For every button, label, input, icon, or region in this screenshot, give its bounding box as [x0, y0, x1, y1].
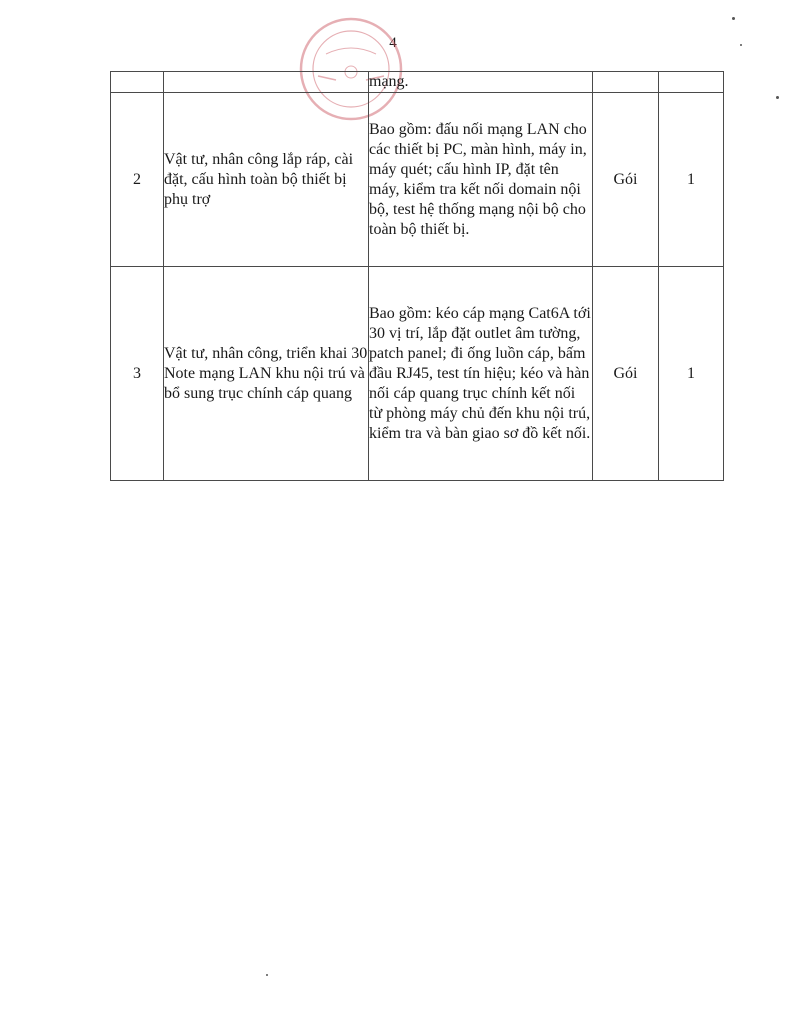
row-quantity: 1: [659, 267, 724, 481]
row-unit: Gói: [593, 93, 659, 267]
scan-speck: [740, 44, 742, 46]
page-number: 4: [389, 35, 397, 51]
row-unit: [593, 72, 659, 93]
row-unit: Gói: [593, 267, 659, 481]
scan-speck: [732, 17, 735, 20]
items-table: [110, 71, 724, 481]
row-stt: 2: [111, 93, 164, 267]
row-stt: [111, 72, 164, 93]
table-row: [111, 72, 724, 93]
table-row: [111, 93, 724, 267]
scan-speck: [266, 974, 268, 976]
row-description: Bao gồm: kéo cáp mạng Cat6A tới 30 vị trí, lắp đặt outlet âm tường, patch panel; đi ống luồn cáp, bấm đầu RJ45, test tín hiệu; kéo và hàn nối cáp quang trục chính kết nối từ phòng máy chủ đến khu nội trú, kiểm tra và bàn giao sơ đồ kết nối.: [369, 267, 593, 481]
row-description: mạng.: [369, 72, 593, 93]
row-stt: 3: [111, 267, 164, 481]
row-quantity: [659, 72, 724, 93]
row-quantity: 1: [659, 93, 724, 267]
row-item-name: [164, 72, 369, 93]
row-item-name: Vật tư, nhân công, triển khai 30 Note mạng LAN khu nội trú và bổ sung trục chính cáp quang: [164, 267, 369, 481]
table-row: [111, 267, 724, 481]
row-item-name: Vật tư, nhân công lắp ráp, cài đặt, cấu hình toàn bộ thiết bị phụ trợ: [164, 93, 369, 267]
scan-speck: [776, 96, 779, 99]
row-description: Bao gồm: đấu nối mạng LAN cho các thiết bị PC, màn hình, máy in, máy quét; cấu hình IP, đặt tên máy, kiểm tra kết nối domain nội bộ, test hệ thống mạng nội bộ cho toàn bộ thiết bị.: [369, 93, 593, 267]
